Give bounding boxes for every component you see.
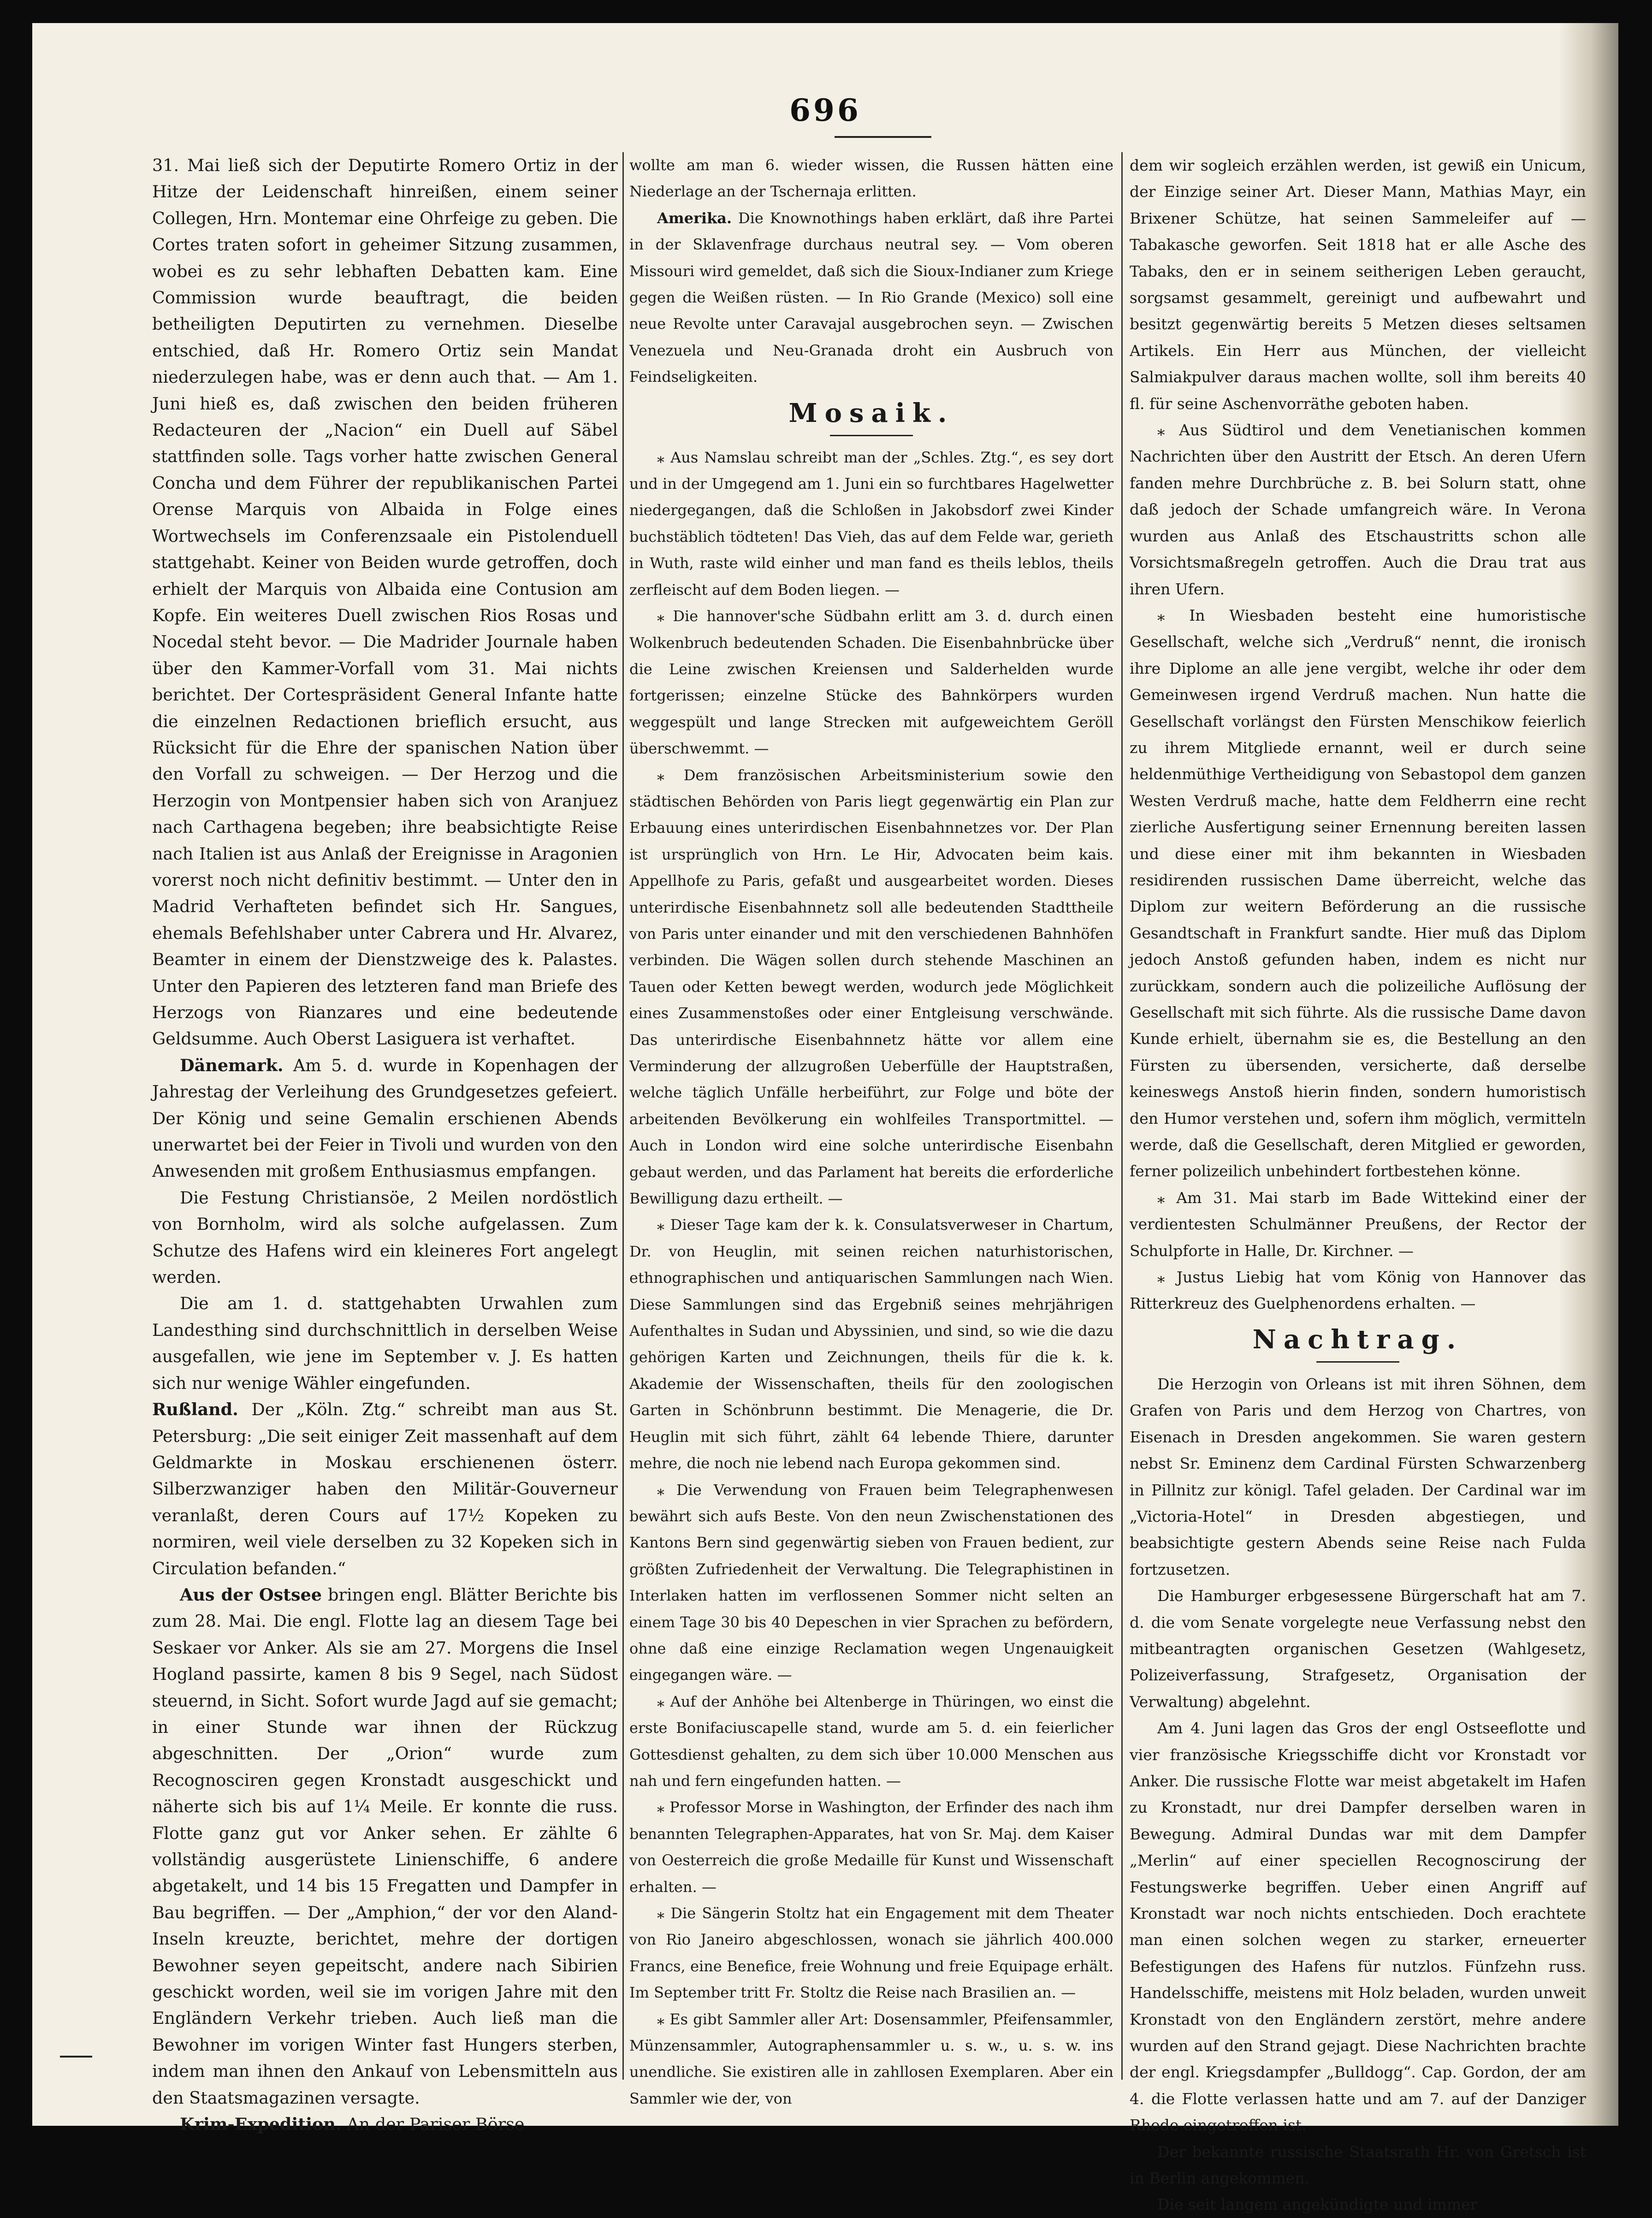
article-paragraph: Die Herzogin von Orleans ist mit ihren Söhnen, dem Grafen von Paris und dem Herzog von Chartres, von Eisenach in Dresden angekommen. Sie waren gestern nebst Sr. Eminenz dem Cardinal Fürsten Schwarzenberg in Pillnitz zur königl. Tafel geladen. Der Cardinal war im „Victoria-Hotel“ in Dresden abgestiegen, und beabsichtigte gestern Abends seine Reise nach Fulda fortzusetzen. bbox=[1130, 1375, 1586, 1578]
mosaic-item: ⁎ Die hannover'sche Südbahn erlitt am 3. d. durch einen Wolkenbruch bedeutenden Schaden. Die Eisenbahnbrücke über die Leine zwischen Kreiensen und Salderhelden wurde fortgerissen; einzelne Stücke des Bahnkörpers wurden weggespült und lange Strecken mit aufgeweichtem Geröll überschwemmt. — bbox=[629, 607, 1114, 758]
article-paragraph: Die am 1. d. stattgehabten Urwahlen zum Landesthing sind durchschnittlich in derselben Weise ausgefallen, wie jene im September v. J. Es hatten sich nur wenige Wähler eingefunden. bbox=[152, 1293, 618, 1393]
bottom-margin-rule bbox=[60, 2056, 92, 2058]
mosaic-item: ⁎ Es gibt Sammler aller Art: Dosensammler, Pfeifensammler, Münzensammler, Autographensammler u. s. w., u. s. w. ins unendliche. Sie existiren alle in zahllosen Exemplaren. Aber ein Sammler wie der, von bbox=[629, 2010, 1114, 2107]
page-number-underline bbox=[835, 136, 931, 138]
mosaic-item: ⁎ Die Sängerin Stoltz hat ein Engagement mit dem Theater von Rio Janeiro abgeschlossen, wonach sie jährlich 400.000 Francs, eine Benefice, freie Wohnung und freie Equipage erhält. Im September tritt Fr. Stoltz die Reise nach Brasilien an. — bbox=[629, 1904, 1114, 2002]
article-lead: Krim-Expedition. bbox=[180, 2114, 342, 2135]
page-number: 696 bbox=[789, 92, 861, 128]
article-lead: Dänemark. bbox=[180, 1055, 284, 1075]
section-title-rule bbox=[830, 435, 913, 436]
newspaper-page bbox=[32, 23, 1618, 2214]
mosaic-item: ⁎ Aus Namslau schreibt man der „Schles. Ztg.“, es sey dort und in der Umgegend am 1. Juni ein so furchtbares Hagelwetter niedergegangen, daß die Schloßen in Jakobsdorf zwei Kinder buchstäblich tödteten! Das Vieh, das auf dem Felde war, gerieth in Wuth, raste wild einher und man fand es theils leblos, theils zerfleischt auf dem Boden liegen. — bbox=[629, 448, 1114, 599]
article-paragraph: Rußland. Der „Köln. Ztg.“ schreibt man aus St. Petersburg: „Die seit einiger Zeit massenhaft auf dem Geldmarkte in Moskau erschienenen österr. Silberzwanziger haben den Militär-Gouverneur veranlaßt, deren Cours auf 17½ Kopeken zu normiren, weil viele derselben zu 32 Kopeken sich in Circulation befanden.“ bbox=[152, 1400, 618, 1578]
mosaic-item: ⁎ Dieser Tage kam der k. k. Consulatsverweser in Chartum, Dr. von Heuglin, mit seinen reichen naturhistorischen, ethnographischen und antiquarischen Sammlungen nach Wien. Diese Sammlungen sind das Ergebniß seines mehrjährigen Aufenthaltes in Sudan und Abyssinien, und sind, so wie die dazu gehörigen Karten und Zeichnungen, theils für die k. k. Akademie der Wissenschaften, theils für den zoologischen Garten in Schönbrunn bestimmt. Die Menagerie, die Dr. Heuglin mit sich führt, zählt 64 lebende Thiere, darunter mehre, die noch nie lebend nach Europa gekommen sind. bbox=[629, 1216, 1114, 1472]
article-paragraph: Amerika. Die Knownothings haben erklärt, daß ihre Partei in der Sklavenfrage durchaus neutral sey. — Vom oberen Missouri wird gemeldet, daß sich die Sioux-Indianer zum Kriege gegen die Weißen rüsten. — In Rio Grande (Mexico) soll eine neue Revolte unter Caravajal ausgebrochen seyn. — Zwischen Venezuela und Neu-Granada droht ein Ausbruch von Feindseligkeiten. bbox=[629, 209, 1114, 386]
section-title-mosaik: Mosaik. bbox=[788, 397, 954, 428]
article-paragraph: Am 4. Juni lagen das Gros der engl Ostseeflotte und vier französische Kriegsschiffe dicht vor Kronstadt vor Anker. Die russische Flotte war meist abgetakelt im Hafen zu Kronstadt, nur drei Dampfer derselben waren in Bewegung. Admiral Dundas war mit dem Dampfer „Merlin“ auf einer speciellen Recognoscirung der Festungswerke begriffen. Ueber einen Angriff auf Kronstadt war noch nichts entschieden. Doch erachtete man einen solchen wegen zu starker, erneuerter Befestigungen des Hafens für nutzlos. Fünfzehn russ. Handelsschiffe, meistens mit Holz beladen, wurden unweit Kronstadt von den Engländern zerstört, mehre andere wurden auf den Strand gejagt. Diese Nachrichten brachte der engl. Kriegsdampfer „Bulldogg“. Cap. Gordon, der am 4. die Flotte verlassen hatte und am 7. auf der Danziger Rhede eingetroffen ist. bbox=[1130, 1719, 1586, 2135]
article-lead: Rußland. bbox=[152, 1400, 238, 1420]
mosaic-item: ⁎ Professor Morse in Washington, der Erfinder des nach ihm benannten Telegraphen-Apparates, hat von Sr. Maj. dem Kaiser von Oesterreich die große Medaille für Kunst und Wissenschaft erhalten. — bbox=[629, 1798, 1114, 1896]
mosaic-item: ⁎ In Wiesbaden besteht eine humoristische Gesellschaft, welche sich „Verdruß“ nennt, die ironisch ihre Diplome an alle jene vergibt, welche ihr oder dem Gemeinwesen irgend Verdruß machen. Nun hatte die Gesellschaft vorlängst den Fürsten Menschikow feierlich zu ihrem Mitgliede ernannt, weil er durch seine heldenmüthige Vertheidigung von Sebastopol dem ganzen Westen Verdruß mache, hatte dem Feldherrn eine recht zierliche Ausfertigung seiner Ernennung bereiten lassen und diese einer mit ihm bekannten in Wiesbaden residirenden russischen Dame überreicht, welche das Diplom zur weitern Beförderung an die russische Gesandtschaft in Frankfurt sandte. Hier muß das Diplom jedoch Anstoß gefunden haben, indem es nicht nur zurückkam, sondern auch die polizeiliche Auflösung der Gesellschaft mit sich führte. Als die russische Dame davon Kunde erhielt, übernahm sie es, die Bestellung an den Fürsten zu übersenden, versicherte, daß derselbe keineswegs Anstoß hierin finden, sondern humoristisch den Humor verstehen und, sofern ihm möglich, vermitteln werde, daß die Gesellschaft, deren Mitglied er geworden, ferner polizeilich unbehindert fortbestehen könne. bbox=[1130, 606, 1586, 1180]
column-3 bbox=[1130, 152, 1586, 2214]
article-paragraph: wollte am man 6. wieder wissen, die Russen hätten eine Niederlage an der Tschernaja erlitten. bbox=[629, 156, 1113, 201]
mosaic-item: ⁎ Die Verwendung von Frauen beim Telegraphenwesen bewährt sich aufs Beste. Von den neun Zwischenstationen des Kantons Bern sind gegenwärtig sieben von Frauen bedient, zur größten Zufriedenheit der Verwaltung. Die Telegraphistinen in Interlaken hatten im verflossenen Sommer nicht selten an einem Tage 30 bis 40 Depeschen in vier Sprachen zu befördern, ohne daß eine einzige Reclamation wegen Ungenauigkeit eingegangen wäre. — bbox=[629, 1481, 1113, 1684]
article-paragraph: Dänemark. Am 5. d. wurde in Kopenhagen der Jahrestag der Verleihung des Grundgesetzes gefeiert. Der König und seine Gemalin erschienen Abends unerwartet bei der Feier in Tivoli und wurden von den Anwesenden mit großem Enthusiasmus empfangen. bbox=[152, 1055, 618, 1181]
mosaic-item: ⁎ Aus Südtirol und dem Venetianischen kommen Nachrichten über den Austritt der Etsch. An deren Ufern fanden mehre Durchbrüche z. B. bei Solurn statt, ohne daß jedoch der Schade umfangreich wäre. In Verona wurden aus Anlaß des Etschaustritts schon alle Vorsichtsmaßregeln getroffen. Auch die Drau trat aus ihren Ufern. bbox=[1130, 421, 1586, 598]
article-paragraph: Die Festung Christiansöe, 2 Meilen nordöstlich von Bornholm, wird als solche aufgelassen. Zum Schutze des Hafens wird ein kleineres Fort angelegt werden. bbox=[152, 1187, 618, 1287]
column-divider-2 bbox=[1121, 152, 1123, 2080]
column-1 bbox=[152, 152, 618, 2135]
article-paragraph: Der bekannte russische Staatsrath Hr. von Gretsch ist in Berlin angekommen. bbox=[1130, 2142, 1586, 2188]
section-title-nachtrag: Nachtrag. bbox=[1252, 1324, 1463, 1355]
column-divider-1 bbox=[622, 152, 624, 2080]
column-2 bbox=[629, 152, 1114, 2107]
article-paragraph: Die seit langem angekündigte und immer bbox=[1157, 2195, 1478, 2214]
article-lead: Amerika. bbox=[657, 209, 732, 227]
article-paragraph: 31. Mai ließ sich der Deputirte Romero Ortiz in der Hitze der Leidenschaft hinreißen, einem seiner Collegen, Hrn. Montemar eine Ohrfeige zu geben. Die Cortes traten sofort in geheimer Sitzung zusammen, wobei es zu sehr lebhaften Debatten kam. Eine Commission wurde beauftragt, die beiden betheiligten Deputirten zu vernehmen. Dieselbe entschied, daß Hr. Romero Ortiz sein Mandat niederzulegen habe, was er denn auch that. — Am 1. Juni hieß es, daß zwischen den beiden früheren Redacteuren der „Nacion“ ein Duell auf Säbel stattfinden solle. Tags vorher hatte zwischen General Concha und dem Führer der republikanischen Partei Orense Marquis von Albaida in Folge eines Wortwechsels im Conferenzsaale ein Pistolenduell stattgehabt. Keiner von Beiden wurde getroffen, doch erhielt der Marquis von Albaida eine Contusion am Kopfe. Ein weiteres Duell zwischen Rios Rosas und Nocedal steht bevor. — Die Madrider Journale haben über den Kammer-Vorfall vom 31. Mai nichts berichtet. Der Cortespräsident General Infante hatte die einzelnen Redactionen brieflich ersucht, aus Rücksicht für die Ehre der spanischen Nation über den Vorfall zu schweigen. — Der Herzog und die Herzogin von Montpensier haben sich von Aranjuez nach Carthagena begeben; ihre beabsichtigte Reise nach Italien ist aus Anlaß der Ereignisse in Aragonien vorerst noch nicht definitiv bestimmt. — Unter den in Madrid Verhafteten befindet sich Hr. Sangues, ehemals Befehlshaber unter Cabrera und Hr. Alvarez, Beamter in einem der Dienstzweige des k. Palastes. Unter den Papieren des letzteren fand man Briefe des Herzogs von Rianzares und eine bedeutende Geldsumme. Auch Oberst Lasiguera ist verhaftet. bbox=[152, 155, 618, 1049]
section-title-rule bbox=[1316, 1361, 1399, 1363]
mosaic-item: ⁎ Am 31. Mai starb im Bade Wittekind einer der verdientesten Schulmänner Preußens, der Rector der Schulpforte in Halle, Dr. Kirchner. — bbox=[1130, 1188, 1586, 1260]
article-paragraph: Krim-Expedition. An der Pariser Börse bbox=[180, 2114, 525, 2135]
article-lead: Aus der Ostsee bbox=[180, 1584, 322, 1605]
mosaic-item: ⁎ Dem französischen Arbeitsministerium sowie den städtischen Behörden von Paris liegt gegenwärtig ein Plan zur Erbauung eines unterirdischen Eisenbahnnetzes vor. Der Plan ist ursprünglich von Hrn. Le Hir, Advocaten beim kais. Appellhofe zu Paris, gefaßt und ausgearbeitet worden. Dieses unterirdische Eisenbahnnetz soll alle bedeutenden Stadttheile von Paris unter einander und mit den verschiedenen Bahnhöfen verbinden. Die Wägen sollen durch stehende Maschinen an Tauen oder Ketten bewegt werden, wodurch jede Möglichkeit eines Zusammenstoßes oder einer Entgleisung verschwände. Das unterirdische Eisenbahnnetz hätte vor allem eine Verminderung der allzugroßen Ueberfülle der Hauptstraßen, welche täglich Unfälle herbeiführt, zur Folge und böte der arbeitenden Bevölkerung ein wohlfeiles Transportmittel. — Auch in London wird eine solche unterirdische Eisenbahn gebaut werden, und das Parlament hat bereits die erforderliche Bewilligung dazu ertheilt. — bbox=[629, 766, 1114, 1208]
mosaic-item: dem wir sogleich erzählen werden, ist gewiß ein Unicum, der Einzige seiner Art. Dieser Mann, Mathias Mayr, ein Brixener Schütze, hat seinen Sammeleifer auf — Tabakasche geworfen. Seit 1818 hat er alle Asche des Tabaks, den er in seinem seitherigen Leben geraucht, sorgsamst gesammelt, gereinigt und aufbewahrt und besitzt gegenwärtig bereits 5 Metzen dieses seltsamen Artikels. Ein Herr aus München, der vielleicht Salmiakpulver daraus machen wollte, soll ihm bereits 40 fl. für seine Aschenvorräthe geboten haben. bbox=[1130, 156, 1586, 413]
article-paragraph: Aus der Ostsee bringen engl. Blätter Berichte bis zum 28. Mai. Die engl. Flotte lag an diesem Tage bei Seskaer vor Anker. Als sie am 27. Morgens die Insel Hogland passirte, kamen 8 bis 9 Segel, nach Südost steuernd, in Sicht. Sofort wurde Jagd auf sie gemacht; in einer Stunde war ihnen der Rückzug abgeschnitten. Der „Orion“ wurde zum Recognosciren gegen Kronstadt ausgeschickt und näherte sich bis auf 1¼ Meile. Er konnte die russ. Flotte ganz gut vor Anker sehen. Er zählte 6 vollständig ausgerüstete Linienschiffe, 6 andere abgetakelt, und 14 bis 15 Fregatten und Dampfer in Bau begriffen. — Der „Amphion,“ der vor den Aland-Inseln kreuzte, berichtet, mehre der dortigen Bewohner seyen gepeitscht, andere nach Sibirien geschickt worden, weil sie im vorigen Jahre mit den Engländern Verkehr trieben. Auch ließ man die Bewohner im vorigen Winter fast Hungers sterben, indem man ihnen den Ankauf von Lebensmitteln aus den Staatsmagazinen versagte. bbox=[152, 1584, 618, 2108]
mosaic-item: ⁎ Auf der Anhöhe bei Altenberge in Thüringen, wo einst die erste Bonifaciuscapelle stand, wurde am 5. d. ein feierlicher Gottesdienst gehalten, zu dem sich über 10.000 Menschen aus nah und fern eingefunden hatten. — bbox=[629, 1692, 1114, 1790]
article-paragraph: Die Hamburger erbgesessene Bürgerschaft hat am 7. d. die vom Senate vorgelegte neue Verfassung nebst den mitbeantragten organischen Gesetzen (Wahlgesetz, Polizeiverfassung, Strafgesetz, Organisation der Verwaltung) abgelehnt. bbox=[1130, 1587, 1586, 1711]
mosaic-item: ⁎ Justus Liebig hat vom König von Hannover das Ritterkreuz des Guelphenordens erhalten. — bbox=[1130, 1268, 1586, 1313]
